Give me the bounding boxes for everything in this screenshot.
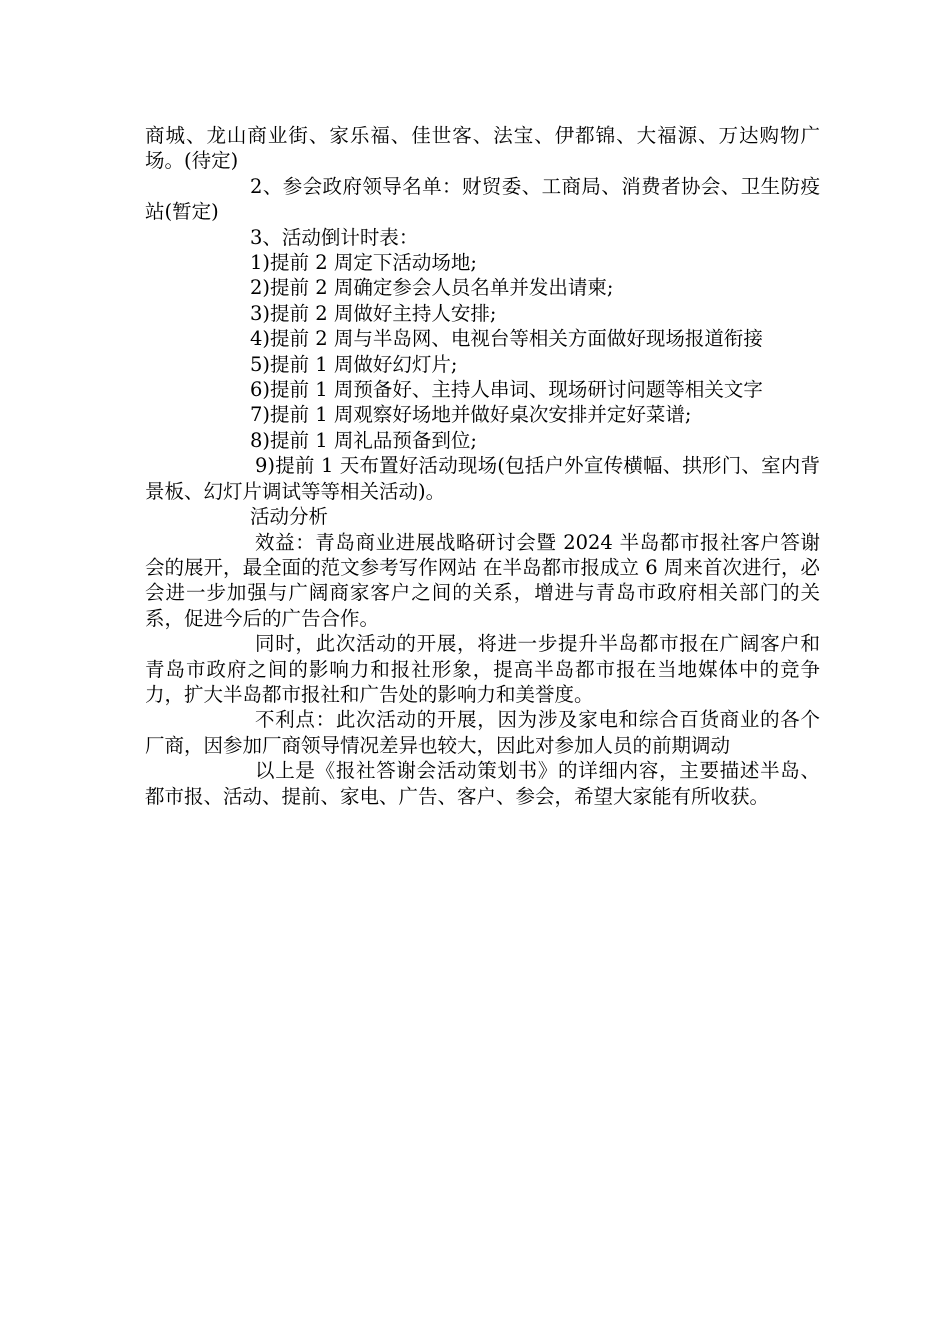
countdown-item-3: 3)提前 2 周做好主持人安排; (250, 301, 497, 325)
document-body (145, 123, 820, 809)
paragraph-benefits: 效益：青岛商业进展战略研讨会暨 2024 半岛都市报社客户答谢会的展开，最全面的范文参考写作网站 在半岛都市报成立 6 周来首次进行，必会进一步加强与广阔商家客户之间的关系，增进与青岛市政府相关部门的关系，促进今后的广告合作。 (145, 530, 820, 630)
paragraph-disadvantages: 不利点：此次活动的开展，因为涉及家电和综合百货商业的各个厂商，因参加厂商领导情况差异也较大，因此对参加人员的前期调动 (145, 708, 820, 757)
paragraph-countdown-heading: 3、活动倒计时表： (250, 225, 419, 249)
countdown-item-2: 2)提前 2 周确定参会人员名单并发出请柬; (250, 276, 614, 300)
countdown-item-1: 1)提前 2 周定下活动场地; (250, 251, 477, 275)
paragraph-gov-leaders: 2、参会政府领导名单：财贸委、工商局、消费者协会、卫生防疫站(暂定) (145, 174, 820, 224)
countdown-item-5: 5)提前 1 周做好幻灯片; (250, 352, 458, 376)
paragraph-venues: 商城、龙山商业街、家乐福、佳世客、法宝、伊都锦、大福源、万达购物广场。(待定) (145, 124, 820, 173)
countdown-item-8: 8)提前 1 周礼品预备到位; (250, 428, 477, 452)
countdown-item-9: 9)提前 1 天布置好活动现场(包括户外宣传横幅、拱形门、室内背景板、幻灯片调试等等相关活动)。 (145, 454, 820, 503)
countdown-item-7: 7)提前 1 周观察好场地并做好桌次安排并定好菜谱; (250, 403, 692, 427)
paragraph-meanwhile: 同时，此次活动的开展，将进一步提升半岛都市报在广阔客户和青岛市政府之间的影响力和报社形象，提高半岛都市报在当地媒体中的竞争力，扩大半岛都市报社和广告处的影响力和美誉度。 (145, 632, 820, 706)
paragraph-summary: 以上是《报社答谢会活动策划书》的详细内容，主要描述半岛、都市报、活动、提前、家电、广告、客户、参会，希望大家能有所收获。 (145, 759, 820, 808)
countdown-item-4: 4)提前 2 周与半岛网、电视台等相关方面做好现场报道衔接 (250, 327, 763, 351)
countdown-item-6: 6)提前 1 周预备好、主持人串词、现场研讨问题等相关文字 (250, 378, 763, 402)
section-heading-analysis: 活动分析 (250, 505, 329, 529)
